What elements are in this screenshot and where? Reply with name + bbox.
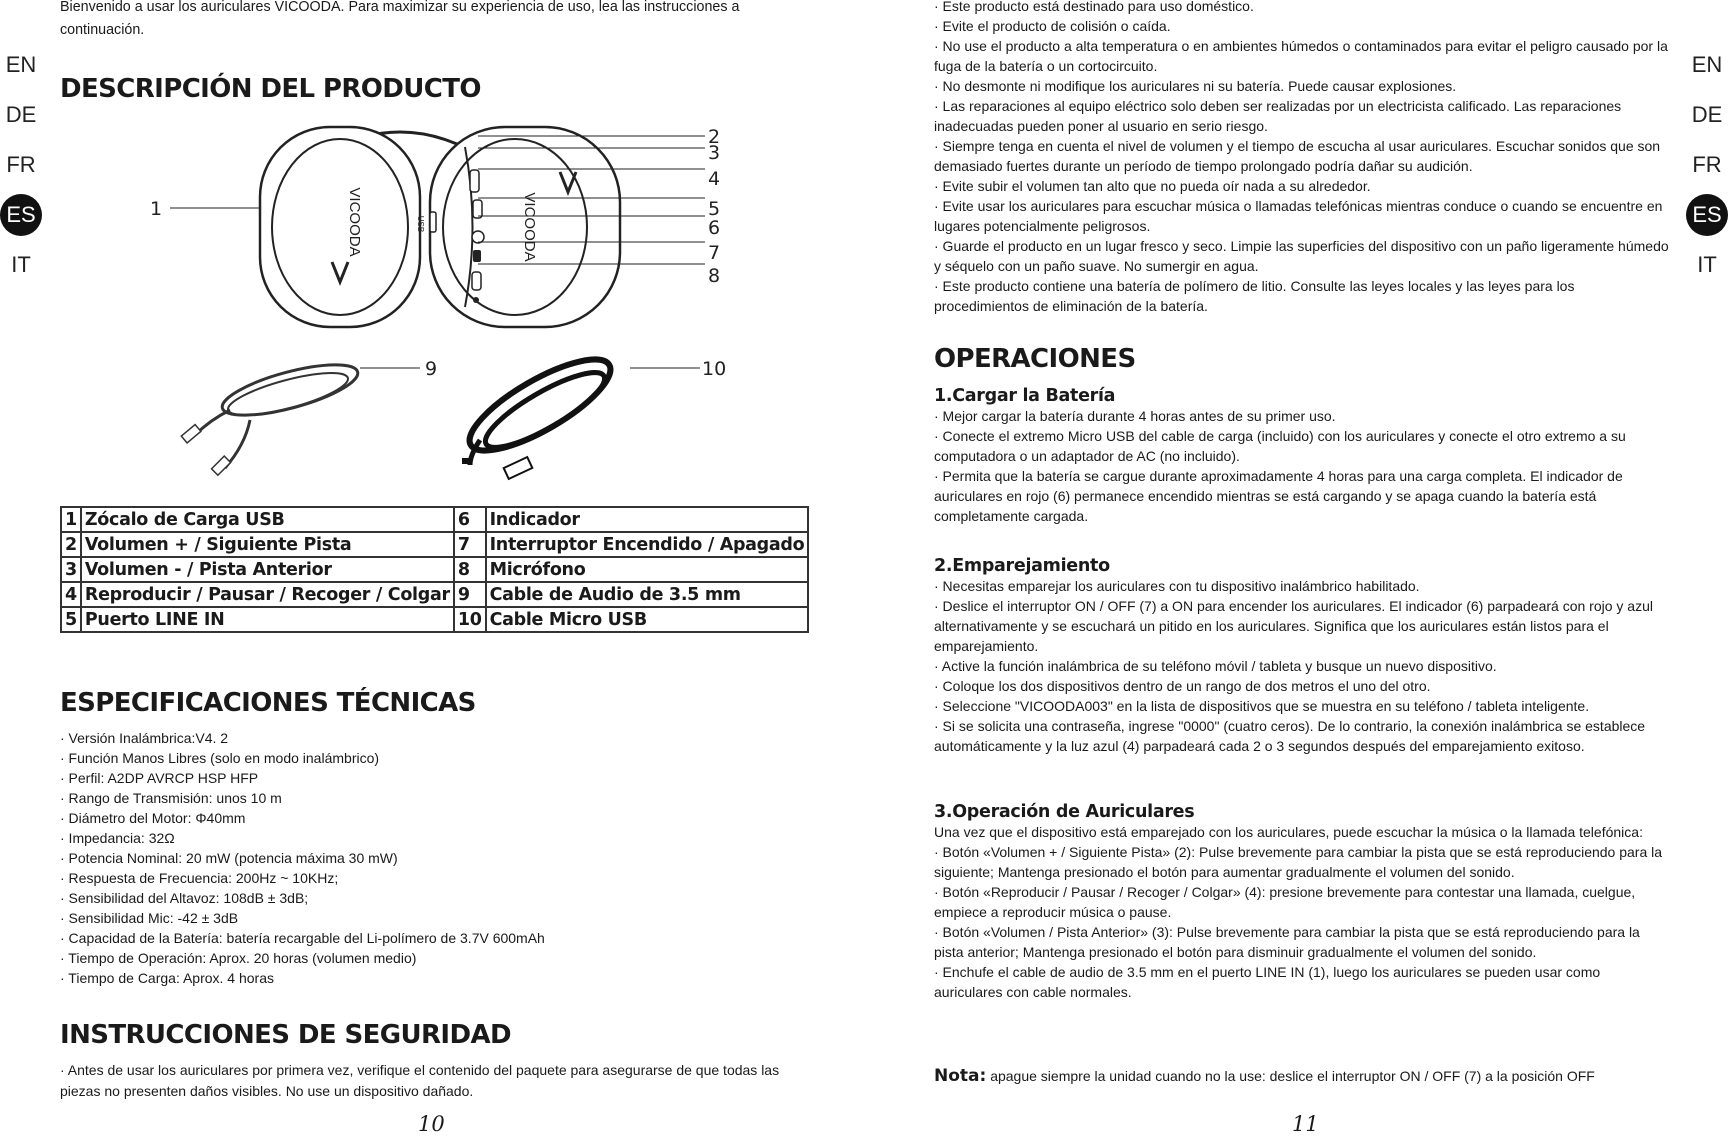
line-in-port	[473, 250, 481, 262]
operation-item: · Botón «Volumen + / Siguiente Pista» (2): Pulse brevemente para cambiar la pista que se está reproduciendo para la siguiente; Mantenga presionado el botón para aumentar gradualmente el volumen del sonido.	[934, 844, 1663, 880]
page-number-right: 11	[1292, 1112, 1319, 1136]
note-label: Nota:	[934, 1066, 987, 1086]
safety-item: · Este producto está destinado para uso doméstico.	[934, 0, 1254, 14]
part-label: Volumen - / Pista Anterior	[81, 557, 454, 582]
charge-item: · Permita que la batería se cargue durante aproximadamente 4 horas para una carga completa. El indicador de auriculares en rojo (6) permanece encendido mientras se está cargando y se apaga cuando la batería está completamente cargada.	[934, 468, 1623, 524]
part-number: 7	[454, 532, 486, 557]
lang-fr-left[interactable]: FR	[6, 152, 36, 177]
spec-item: · Sensibilidad Mic: -42 ± 3dB	[60, 910, 239, 926]
micro-usb-plug	[462, 458, 472, 464]
right-page	[934, 0, 1672, 1136]
audio-jack-1	[181, 425, 201, 443]
page-number-left: 10	[418, 1112, 445, 1136]
part-number: 6	[454, 507, 486, 532]
lang-de-left[interactable]: DE	[5, 102, 37, 127]
lang-it-right[interactable]: IT	[1697, 252, 1717, 277]
note-text: apague siempre la unidad cuando no la use: deslice el interruptor ON / OFF (7) a la posición OFF	[986, 1068, 1595, 1084]
safety-intro-text: · Antes de usar los auriculares por primera vez, verifique el contenido del paquete para asegurarse de que todas las piezas no presenten daños visibles. No use un dispositivo dañado.	[60, 1062, 780, 1099]
operation-item: · Enchufe el cable de audio de 3.5 mm en el puerto LINE IN (1), luego los auriculares se pueden usar como auriculares con cable normales.	[934, 964, 1601, 1000]
part-label: Cable de Audio de 3.5 mm	[486, 582, 809, 607]
callout-8: 8	[708, 265, 721, 287]
lang-en-right[interactable]: EN	[1691, 52, 1723, 77]
safety-list	[934, 0, 1672, 316]
spec-item: · Capacidad de la Batería: batería recargable del Li-polímero de 3.7V 600mAh	[60, 930, 545, 946]
operation-item: · Botón «Volumen / Pista Anterior» (3): Pulse brevemente para cambiar la pista que se está reproduciendo para la pista anterior; Mantenga presionado el botón para disminuir gradualmente el volumen del sonido.	[934, 924, 1640, 960]
part-label: Interruptor Encendido / Apagado	[486, 532, 809, 557]
callout-1: 1	[150, 198, 163, 220]
section-operation	[934, 802, 1672, 1002]
spec-item: · Función Manos Libres (solo en modo inalámbrico)	[60, 750, 380, 766]
parts-row	[61, 607, 808, 632]
lang-es-left[interactable]: ES	[0, 194, 42, 236]
callout-10: 10	[702, 358, 727, 380]
part-number: 4	[61, 582, 81, 607]
operation-item: Una vez que el dispositivo está emparejado con los auriculares, puede escuchar la música o la llamada telefónica:	[934, 824, 1643, 840]
volume-up-button	[470, 170, 479, 192]
operations-heading: OPERACIONES	[934, 344, 1136, 374]
brand-label-left: VICOODA	[346, 187, 363, 257]
callout-6: 6	[708, 217, 721, 239]
operation-item: · Botón «Reproducir / Pausar / Recoger / Colgar» (4): presione brevemente para contestar una llamada, cuelgue, empiece a reproducir música o pause.	[934, 884, 1636, 920]
specs-heading: ESPECIFICACIONES TÉCNICAS	[60, 688, 476, 718]
callout-2: 2	[708, 126, 721, 148]
spec-item: · Rango de Transmisión: unos 10 m	[60, 790, 282, 806]
power-switch	[472, 272, 481, 290]
pairing-item: · Coloque los dos dispositivos dentro de un rango de dos metros el uno del otro.	[934, 678, 1431, 694]
parts-row	[61, 532, 808, 557]
brand-label-right: VICOODA	[521, 192, 538, 262]
safety-item: · Las reparaciones al equipo eléctrico solo deben ser realizadas por un electricista calificado. Las reparaciones inadecuadas pueden poner al usuario en serio riesgo.	[934, 98, 1622, 134]
note	[934, 1066, 1672, 1086]
safety-item: · Evite el producto de colisión o caída.	[934, 18, 1171, 34]
safety-item: · Evite subir el volumen tan alto que no pueda oír nada a su alrededor.	[934, 178, 1371, 194]
spec-item: · Diámetro del Motor: Φ40mm	[60, 810, 246, 826]
spec-item: · Impedancia: 32Ω	[60, 830, 175, 846]
pairing-item: · Seleccione "VICOODA003" en la lista de dispositivos que se muestra en su teléfono / tableta inteligente.	[934, 698, 1590, 714]
pairing-item: · Si se solicita una contraseña, ingrese "0000" (cuatro ceros). De lo contrario, la conexión inalámbrica se establece automáticamente y la luz azul (4) parpadeará cada 2 o 3 segundos después del emparejamiento exitoso.	[934, 718, 1646, 754]
callout-4: 4	[708, 168, 721, 190]
lang-fr-right[interactable]: FR	[1692, 152, 1722, 177]
pairing-item: · Deslice el interruptor ON / OFF (7) a ON para encender los auriculares. El indicador (6) parpadeará con rojo y azul alternativamente y se escuchará un pitido en los auriculares. Significa que los auriculares están listos para el emparejamiento.	[934, 598, 1653, 654]
part-label: Cable Micro USB	[486, 607, 809, 632]
headphone-illustration	[150, 112, 740, 332]
part-label: Reproducir / Pausar / Recoger / Colgar	[81, 582, 454, 607]
safety-item: · Este producto contiene una batería de polímero de litio. Consulte las leyes locales y las leyes para los procedimientos de eliminación de la batería.	[934, 278, 1575, 314]
safety-item: · Siempre tenga en cuenta el nivel de volumen y el tiempo de escucha al usar auriculares. Escuchar sonidos que son demasiado fuertes durante un período de tiempo prolongado podría dañar su audición.	[934, 138, 1661, 174]
lang-it-left[interactable]: IT	[11, 252, 31, 277]
pairing-item: · Necesitas emparejar los auriculares con tu dispositivo inalámbrico habilitado.	[934, 578, 1420, 594]
section-pairing	[934, 556, 1672, 756]
section-title-pairing: 2.Emparejamiento	[934, 556, 1110, 576]
part-number: 9	[454, 582, 486, 607]
safety-item: · Evite usar los auriculares para escuchar música o llamadas telefónicas mientras conduce o cuando se encuentre en lugares potencialmente peligrosos.	[934, 198, 1663, 234]
usb-a-plug	[504, 457, 533, 479]
usb-port	[430, 212, 436, 232]
safety-item: · Guarde el producto en un lugar fresco y seco. Limpie las superficies del dispositivo con un paño ligeramente húmedo y séquelo con un paño suave. No sumergir en agua.	[934, 238, 1669, 274]
part-label: Micrófono	[486, 557, 809, 582]
safety-heading: INSTRUCCIONES DE SEGURIDAD	[60, 1020, 511, 1050]
part-label: Indicador	[486, 507, 809, 532]
spec-item: · Tiempo de Operación: Aprox. 20 horas (volumen medio)	[60, 950, 417, 966]
safety-item: · No desmonte ni modifique los auriculares ni su batería. Puede causar explosiones.	[934, 78, 1457, 94]
part-number: 2	[61, 532, 81, 557]
left-cup-face	[272, 139, 408, 315]
lang-de-right[interactable]: DE	[1691, 102, 1723, 127]
callout-5: 5	[708, 198, 721, 220]
section-title-charge: 1.Cargar la Batería	[934, 386, 1116, 406]
callout-9: 9	[425, 358, 438, 380]
charge-item: · Mejor cargar la batería durante 4 horas antes de su primer uso.	[934, 408, 1336, 424]
callout-3: 3	[708, 142, 721, 164]
pairing-item: · Active la función inalámbrica de su teléfono móvil / tableta y busque un nuevo dispositivo.	[934, 658, 1497, 674]
volume-down-button	[473, 200, 482, 218]
spec-item: · Tiempo de Carga: Aprox. 4 horas	[60, 970, 274, 986]
audio-jack-2	[212, 456, 231, 475]
intro-text: Bienvenido a usar los auriculares VICOODA. Para maximizar su experiencia de uso, lea las instrucciones a continuación.	[60, 0, 740, 38]
parts-table	[60, 506, 809, 633]
specs-list	[60, 728, 802, 988]
part-label: Puerto LINE IN	[81, 607, 454, 632]
left-page	[60, 0, 805, 1136]
language-selector-left	[0, 44, 44, 294]
product-heading: DESCRIPCIÓN DEL PRODUCTO	[60, 74, 481, 104]
safety-item: · No use el producto a alta temperatura o en ambientes húmedos o contaminados para evitar el peligro causado por la fuga de la batería o un cortocircuito.	[934, 38, 1668, 74]
play-button	[472, 231, 484, 243]
part-number: 3	[61, 557, 81, 582]
parts-row	[61, 582, 808, 607]
spec-item: · Sensibilidad del Altavoz: 108dB ± 3dB;	[60, 890, 309, 906]
lang-es-right[interactable]: ES	[1686, 194, 1728, 236]
part-number: 5	[61, 607, 81, 632]
microphone-hole	[473, 297, 479, 303]
part-number: 8	[454, 557, 486, 582]
part-number: 1	[61, 507, 81, 532]
part-label: Volumen + / Siguiente Pista	[81, 532, 454, 557]
part-number: 10	[454, 607, 486, 632]
cables-illustration	[170, 350, 750, 500]
spec-item: · Potencia Nominal: 20 mW (potencia máxima 30 mW)	[60, 850, 398, 866]
spec-item: · Respuesta de Frecuencia: 200Hz ~ 10KHz;	[60, 870, 339, 886]
parts-row	[61, 557, 808, 582]
lang-en-left[interactable]: EN	[5, 52, 37, 77]
charge-item: · Conecte el extremo Micro USB del cable de carga (incluido) con los auriculares y conecte el otro extremo a su computadora o un adaptador de AC (no incluido).	[934, 428, 1626, 464]
usb-cable-coil	[458, 343, 622, 466]
usb-label: USB	[416, 215, 425, 233]
part-label: Zócalo de Carga USB	[81, 507, 454, 532]
parts-row	[61, 507, 808, 532]
section-title-operation: 3.Operación de Auriculares	[934, 802, 1195, 822]
spec-item: · Perfil: A2DP AVRCP HSP HFP	[60, 770, 259, 786]
callout-7: 7	[708, 242, 721, 264]
section-charge	[934, 386, 1672, 526]
spec-item: · Versión Inalámbrica:V4. 2	[60, 730, 229, 746]
right-cup-face	[443, 139, 587, 315]
language-selector-right	[1686, 44, 1730, 294]
